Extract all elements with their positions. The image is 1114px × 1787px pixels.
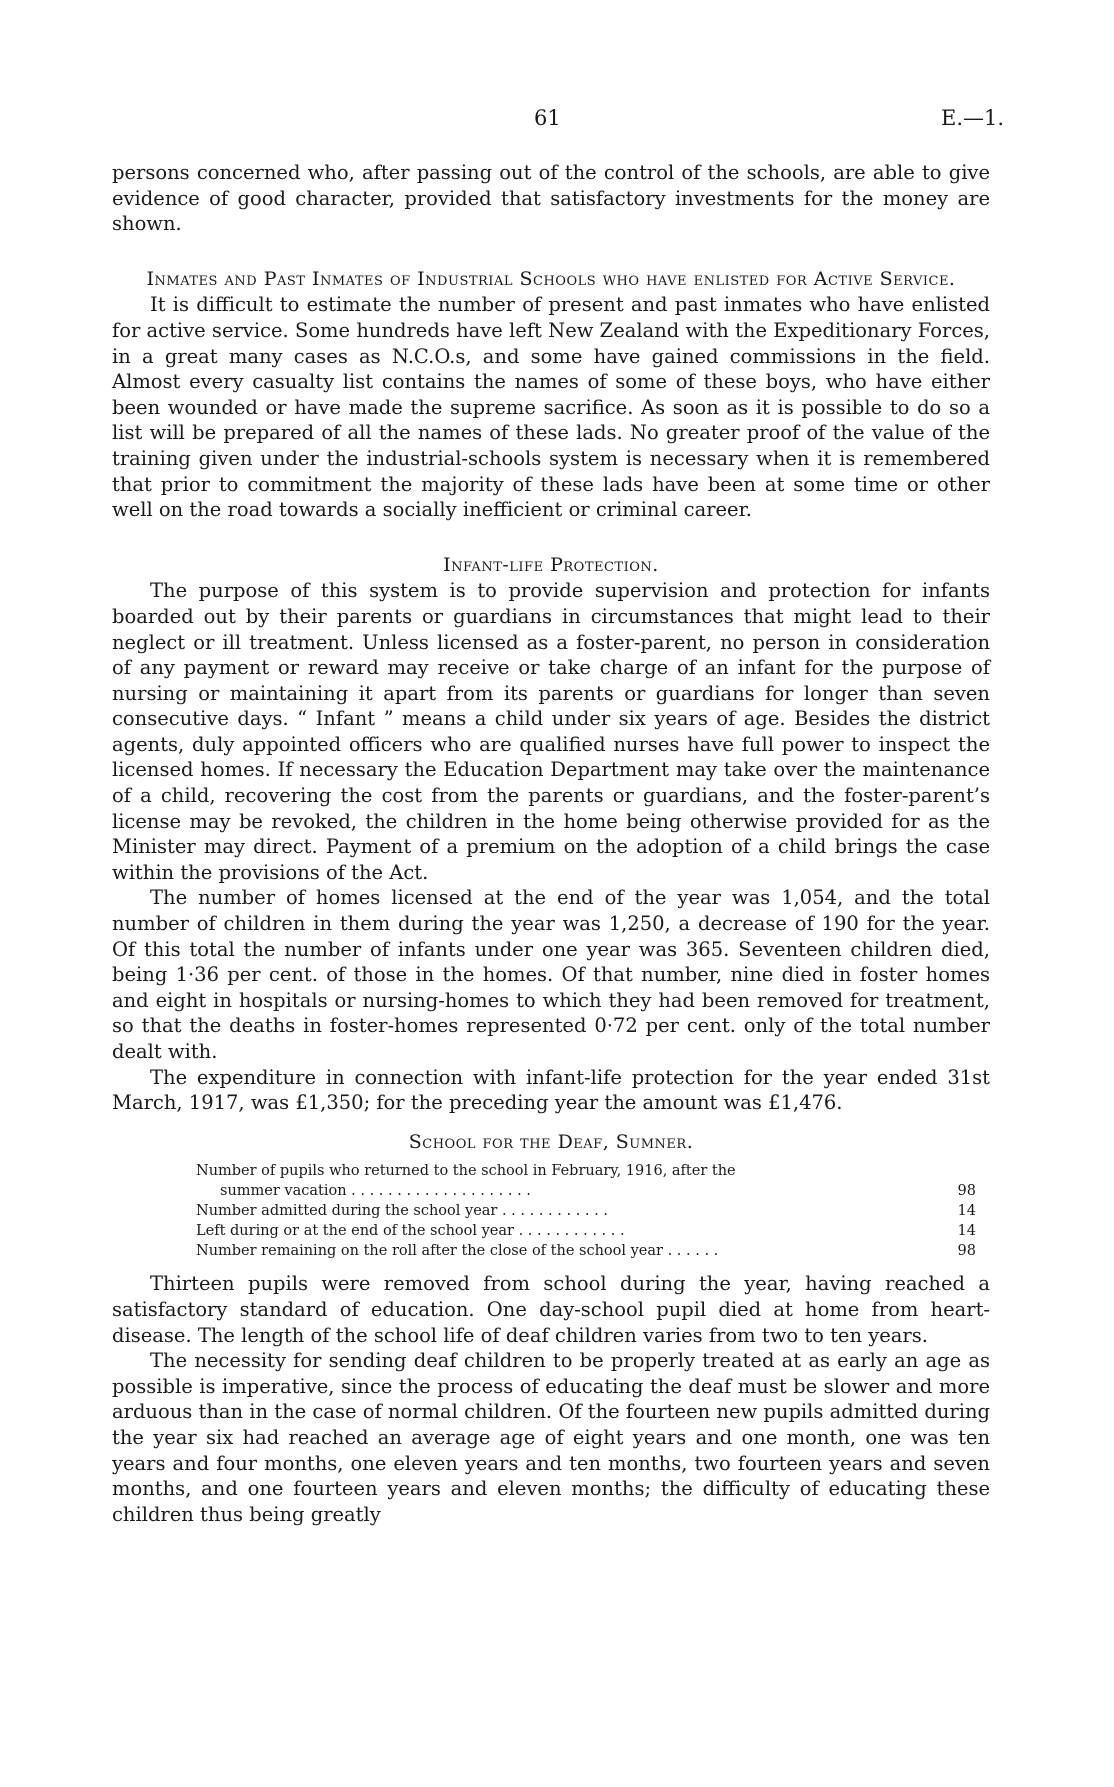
infant-paragraph-3: The expenditure in connection with infant-life protection for the year ended 31st March, 1917, was £1,350; for the preceding year the amount was £1,476. [112, 1065, 990, 1115]
page-header [0, 106, 1114, 136]
table-row [196, 1221, 976, 1241]
table-row-label: Left during or at the end of the school year . . . . . . . . . . . . [196, 1223, 625, 1240]
deaf-paragraph-1: Thirteen pupils were removed from school during the year, having reached a satisfactory standard of education. One day-school pupil died at home from heart-disease. The length of the school life of deaf children varies from two to ten years. [112, 1272, 990, 1347]
table-row [196, 1181, 976, 1201]
table-row [196, 1201, 976, 1221]
deaf-paragraph-2: The necessity for sending deaf children to be properly treated at as early an age as possible is imperative, since the process of educating the deaf must be slower and more arduous than in the case of normal children. Of the fourteen new pupils admitted during the year six had reached an average age of eight years and one month, one was ten years and four months, one eleven years and ten months, two fourteen years and seven months, and one fourteen years and eleven months; the difficulty of educating these children thus being greatly [112, 1349, 990, 1526]
infant-paragraph-2: The number of homes licensed at the end of the year was 1,054, and the total number of children in them during the year was 1,250, a decrease of 190 for the year. Of this total the number of infants under one year was 365. Seventeen children died, being 1·36 per cent. of those in the homes. Of that number, nine died in foster homes and eight in hospitals or nursing-homes to which they had been removed for treatment, so that the deaths in foster-homes represented 0·72 per cent. only of the total number dealt with. [112, 886, 990, 1063]
page-body [112, 160, 990, 1527]
table-row-value: 14 [957, 1223, 976, 1240]
industrial-schools-heading: Inmates and Past Inmates of Industrial Schools who have enlisted for Active Service. [146, 267, 956, 290]
intro-paragraph: persons concerned who, after passing out of the control of the schools, are able to give evidence of good character, provided that satisfactory investments for the money are shown. [112, 161, 990, 236]
table-row-label: Number of pupils who returned to the school in February, 1916, after the [196, 1163, 736, 1180]
infant-paragraph-1: The purpose of this system is to provide supervision and protection for infants boarded out by their parents or guardians in circumstances that might lead to their neglect or ill treatment. Unless licensed as a foster-parent, no person in consideration of any payment or reward may receive or take charge of an infant for the purpose of nursing or maintaining it apart from its parents or guardians for longer than seven consecutive days. “ Infant ” means a child under six years of age. Besides the district agents, duly appointed officers who are qualified nurses have full power to inspect the licensed homes. If necessary the Education Department may take over the maintenance of a child, recovering the cost from the parents or guardians, and the foster-parent’s license may be revoked, the children in the home being otherwise provided for as the Minister may direct. Payment of a premium on the adoption of a child brings the case within the provisions of the Act. [112, 579, 990, 884]
table-row-label: Number admitted during the school year . . . . . . . . . . . . [196, 1203, 608, 1220]
table-row-label: Number remaining on the roll after the close of the school year . . . . . . [196, 1243, 719, 1260]
table-row-label: summer vacation . . . . . . . . . . . . . . . . . . . . [220, 1183, 531, 1200]
document-reference: E.—1. [941, 106, 1005, 130]
deaf-school-table [196, 1161, 976, 1261]
table-row [196, 1161, 976, 1181]
deaf-school-heading: School for the Deaf, Sumner. [408, 1130, 694, 1153]
table-row [196, 1241, 976, 1261]
table-row-value: 98 [957, 1183, 976, 1200]
industrial-paragraph: It is difficult to estimate the number of present and past inmates who have enlisted for active service. Some hundreds have left New Zealand with the Expeditionary Forces, in a great many cases as N.C.O.s, and some have gained commissions in the field. Almost every casualty list contains the names of some of these boys, who have either been wounded or have made the supreme sacrifice. As soon as it is possible to do so a list will be prepared of all the names of these lads. No greater proof of the value of the training given under the industrial-schools system is necessary when it is remembered that prior to commitment the majority of these lads have been at some time or other well on the road towards a socially inefficient or criminal career. [112, 293, 990, 522]
table-row-value: 98 [957, 1243, 976, 1260]
infant-life-heading: Infant-life Protection. [443, 553, 659, 576]
page-number: 61 [534, 106, 561, 130]
table-row-value: 14 [957, 1203, 976, 1220]
